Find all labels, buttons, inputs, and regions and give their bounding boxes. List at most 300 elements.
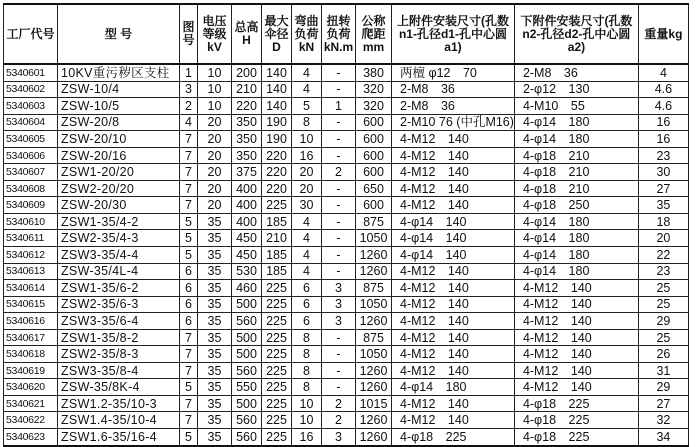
cell-bending: 10 — [292, 412, 322, 429]
cell-creepage: 1015 — [356, 395, 392, 412]
table-row — [4, 412, 689, 429]
cell-code: 5340615 — [4, 296, 58, 313]
cell-upper-fitting: 2-M10 76 (中孔M16) — [392, 114, 515, 131]
cell-bending: 10 — [292, 131, 322, 148]
cell-drawing: 7 — [180, 395, 198, 412]
table-row — [4, 429, 689, 446]
cell-code: 5340613 — [4, 263, 58, 280]
cell-lower-fitting: 4-M12 140 — [514, 329, 638, 346]
cell-upper-fitting: 4-φ14 180 — [392, 379, 515, 396]
cell-drawing: 3 — [180, 81, 198, 98]
table-row — [4, 197, 689, 214]
cell-bending: 6 — [292, 313, 322, 330]
cell-upper-fitting: 4-M12 140 — [392, 395, 515, 412]
cell-creepage: 600 — [356, 147, 392, 164]
cell-torsion: 3 — [322, 280, 356, 297]
spec-table — [3, 3, 689, 447]
cell-weight: 25 — [638, 296, 688, 313]
cell-upper-fitting: 4-M12 140 — [392, 362, 515, 379]
cell-weight: 25 — [638, 280, 688, 297]
cell-model: ZSW1-20/20 — [58, 164, 180, 181]
cell-weight: 35 — [638, 197, 688, 214]
cell-height: 460 — [232, 280, 262, 297]
cell-drawing: 7 — [180, 412, 198, 429]
cell-model: ZSW1-35/8-2 — [58, 329, 180, 346]
cell-creepage: 1260 — [356, 379, 392, 396]
cell-torsion: - — [322, 230, 356, 247]
cell-diameter: 225 — [262, 395, 292, 412]
cell-creepage: 875 — [356, 280, 392, 297]
cell-voltage: 35 — [198, 247, 232, 264]
cell-code: 5340607 — [4, 164, 58, 181]
cell-model: ZSW2-35/8-3 — [58, 346, 180, 363]
cell-weight: 16 — [638, 131, 688, 148]
cell-upper-fitting: 4-M12 140 — [392, 280, 515, 297]
cell-drawing: 1 — [180, 64, 198, 81]
cell-model: ZSW-35/4L-4 — [58, 263, 180, 280]
cell-lower-fitting: 4-φ18 250 — [514, 197, 638, 214]
cell-bending: 4 — [292, 64, 322, 81]
cell-code: 5340602 — [4, 81, 58, 98]
cell-voltage: 20 — [198, 197, 232, 214]
cell-diameter: 140 — [262, 98, 292, 115]
cell-code: 5340605 — [4, 131, 58, 148]
cell-torsion: 3 — [322, 429, 356, 446]
cell-weight: 31 — [638, 362, 688, 379]
cell-model: ZSW-10/5 — [58, 98, 180, 115]
cell-drawing: 7 — [180, 329, 198, 346]
cell-lower-fitting: 4-φ14 180 — [514, 131, 638, 148]
cell-torsion: - — [322, 329, 356, 346]
cell-model: ZSW-20/10 — [58, 131, 180, 148]
cell-code: 5340609 — [4, 197, 58, 214]
cell-drawing: 7 — [180, 346, 198, 363]
table-row — [4, 64, 689, 81]
cell-code: 5340608 — [4, 180, 58, 197]
cell-height: 220 — [232, 98, 262, 115]
cell-model: ZSW3-35/8-4 — [58, 362, 180, 379]
cell-weight: 16 — [638, 114, 688, 131]
cell-diameter: 220 — [262, 164, 292, 181]
cell-diameter: 225 — [262, 429, 292, 446]
cell-lower-fitting: 4-φ14 180 — [514, 213, 638, 230]
cell-height: 375 — [232, 164, 262, 181]
cell-weight: 29 — [638, 379, 688, 396]
cell-diameter: 140 — [262, 64, 292, 81]
cell-lower-fitting: 4-φ18 210 — [514, 164, 638, 181]
cell-bending: 8 — [292, 346, 322, 363]
cell-upper-fitting: 两檀 φ12 70 — [392, 64, 515, 81]
cell-lower-fitting: 4-M12 140 — [514, 313, 638, 330]
cell-torsion: - — [322, 180, 356, 197]
cell-upper-fitting: 4-M12 140 — [392, 164, 515, 181]
cell-voltage: 35 — [198, 412, 232, 429]
cell-drawing: 7 — [180, 164, 198, 181]
cell-height: 500 — [232, 395, 262, 412]
cell-model: ZSW1-35/6-2 — [58, 280, 180, 297]
cell-weight: 23 — [638, 147, 688, 164]
cell-torsion: - — [322, 81, 356, 98]
cell-weight: 29 — [638, 313, 688, 330]
cell-height: 560 — [232, 429, 262, 446]
cell-code: 5340619 — [4, 362, 58, 379]
cell-weight: 4 — [638, 64, 688, 81]
cell-torsion: 2 — [322, 395, 356, 412]
cell-bending: 8 — [292, 114, 322, 131]
cell-voltage: 35 — [198, 395, 232, 412]
cell-diameter: 185 — [262, 263, 292, 280]
cell-lower-fitting: 4-M12 140 — [514, 346, 638, 363]
cell-torsion: - — [322, 362, 356, 379]
cell-upper-fitting: 2-M8 36 — [392, 81, 515, 98]
cell-bending: 20 — [292, 180, 322, 197]
cell-torsion: 2 — [322, 412, 356, 429]
cell-weight: 4.6 — [638, 81, 688, 98]
cell-lower-fitting: 4-φ14 180 — [514, 263, 638, 280]
header-row — [4, 4, 689, 64]
cell-code: 5340610 — [4, 213, 58, 230]
cell-model: ZSW-20/8 — [58, 114, 180, 131]
cell-height: 500 — [232, 329, 262, 346]
cell-diameter: 140 — [262, 81, 292, 98]
table-row — [4, 164, 689, 181]
cell-voltage: 35 — [198, 296, 232, 313]
cell-torsion: 2 — [322, 164, 356, 181]
cell-weight: 30 — [638, 164, 688, 181]
cell-model: ZSW-20/16 — [58, 147, 180, 164]
cell-height: 200 — [232, 64, 262, 81]
cell-voltage: 10 — [198, 98, 232, 115]
cell-code: 5340618 — [4, 346, 58, 363]
cell-model: ZSW1-35/4-2 — [58, 213, 180, 230]
cell-diameter: 190 — [262, 131, 292, 148]
cell-weight: 23 — [638, 263, 688, 280]
cell-creepage: 1260 — [356, 362, 392, 379]
cell-bending: 16 — [292, 147, 322, 164]
cell-bending: 6 — [292, 296, 322, 313]
cell-model: ZSW3-35/4-4 — [58, 247, 180, 264]
cell-weight: 20 — [638, 230, 688, 247]
table-row — [4, 213, 689, 230]
cell-code: 5340620 — [4, 379, 58, 396]
cell-weight: 27 — [638, 180, 688, 197]
cell-creepage: 875 — [356, 329, 392, 346]
cell-model: ZSW1.2-35/10-3 — [58, 395, 180, 412]
cell-height: 500 — [232, 296, 262, 313]
cell-torsion: - — [322, 379, 356, 396]
cell-model: 10KV重污秽区支柱 — [58, 64, 180, 81]
cell-creepage: 600 — [356, 197, 392, 214]
header-drawing: 图号 — [180, 4, 198, 64]
cell-model: ZSW2-35/6-3 — [58, 296, 180, 313]
cell-model: ZSW2-20/20 — [58, 180, 180, 197]
cell-drawing: 4 — [180, 114, 198, 131]
cell-voltage: 20 — [198, 114, 232, 131]
cell-torsion: - — [322, 263, 356, 280]
cell-upper-fitting: 4-M12 140 — [392, 412, 515, 429]
cell-height: 400 — [232, 180, 262, 197]
cell-torsion: - — [322, 114, 356, 131]
cell-lower-fitting: 4-φ18 210 — [514, 180, 638, 197]
cell-voltage: 10 — [198, 64, 232, 81]
table-row — [4, 329, 689, 346]
header-voltage: 电压等级kV — [198, 4, 232, 64]
cell-torsion: - — [322, 247, 356, 264]
cell-code: 5340601 — [4, 64, 58, 81]
cell-lower-fitting: 4-M12 140 — [514, 296, 638, 313]
cell-voltage: 35 — [198, 263, 232, 280]
cell-height: 550 — [232, 379, 262, 396]
header-diameter: 最大伞径D — [262, 4, 292, 64]
cell-creepage: 1260 — [356, 429, 392, 446]
cell-height: 210 — [232, 81, 262, 98]
cell-bending: 16 — [292, 429, 322, 446]
cell-bending: 4 — [292, 213, 322, 230]
table-row — [4, 230, 689, 247]
cell-bending: 5 — [292, 98, 322, 115]
cell-bending: 4 — [292, 263, 322, 280]
cell-weight: 18 — [638, 213, 688, 230]
cell-creepage: 875 — [356, 213, 392, 230]
table-row — [4, 395, 689, 412]
table-row — [4, 98, 689, 115]
cell-bending: 30 — [292, 197, 322, 214]
cell-height: 400 — [232, 213, 262, 230]
cell-lower-fitting: 4-φ18 225 — [514, 412, 638, 429]
cell-creepage: 1050 — [356, 230, 392, 247]
cell-lower-fitting: 4-M10 55 — [514, 98, 638, 115]
table-row — [4, 313, 689, 330]
cell-torsion: - — [322, 197, 356, 214]
cell-voltage: 35 — [198, 230, 232, 247]
cell-model: ZSW3-35/6-4 — [58, 313, 180, 330]
cell-drawing: 6 — [180, 280, 198, 297]
cell-voltage: 20 — [198, 131, 232, 148]
cell-voltage: 35 — [198, 362, 232, 379]
cell-diameter: 225 — [262, 296, 292, 313]
table-row — [4, 247, 689, 264]
cell-height: 560 — [232, 412, 262, 429]
cell-drawing: 5 — [180, 379, 198, 396]
cell-weight: 25 — [638, 329, 688, 346]
cell-voltage: 35 — [198, 280, 232, 297]
table-row — [4, 346, 689, 363]
cell-voltage: 35 — [198, 346, 232, 363]
cell-lower-fitting: 4-φ18 225 — [514, 395, 638, 412]
cell-code: 5340616 — [4, 313, 58, 330]
table-row — [4, 362, 689, 379]
cell-upper-fitting: 4-φ18 225 — [392, 429, 515, 446]
cell-upper-fitting: 4-M12 140 — [392, 131, 515, 148]
cell-lower-fitting: 4-M12 140 — [514, 379, 638, 396]
cell-creepage: 1260 — [356, 313, 392, 330]
cell-lower-fitting: 4-φ14 180 — [514, 230, 638, 247]
cell-height: 400 — [232, 197, 262, 214]
cell-creepage: 600 — [356, 131, 392, 148]
header-model: 型 号 — [58, 4, 180, 64]
cell-drawing: 6 — [180, 263, 198, 280]
cell-diameter: 225 — [262, 412, 292, 429]
table-row — [4, 81, 689, 98]
cell-drawing: 7 — [180, 362, 198, 379]
cell-bending: 4 — [292, 247, 322, 264]
cell-torsion: 1 — [322, 98, 356, 115]
table-row — [4, 280, 689, 297]
cell-code: 5340621 — [4, 395, 58, 412]
cell-lower-fitting: 4-φ14 180 — [514, 114, 638, 131]
cell-height: 560 — [232, 362, 262, 379]
cell-code: 5340603 — [4, 98, 58, 115]
cell-drawing: 6 — [180, 313, 198, 330]
cell-height: 530 — [232, 263, 262, 280]
cell-upper-fitting: 4-M12 140 — [392, 180, 515, 197]
cell-drawing: 5 — [180, 429, 198, 446]
cell-diameter: 225 — [262, 197, 292, 214]
header-torsion: 扭转负荷kN.m — [322, 4, 356, 64]
cell-upper-fitting: 4-φ14 140 — [392, 213, 515, 230]
cell-lower-fitting: 4-φ14 180 — [514, 247, 638, 264]
cell-weight: 32 — [638, 412, 688, 429]
cell-diameter: 225 — [262, 346, 292, 363]
cell-code: 5340606 — [4, 147, 58, 164]
cell-lower-fitting: 4-M12 140 — [514, 280, 638, 297]
cell-lower-fitting: 4-φ18 210 — [514, 147, 638, 164]
table-header — [4, 4, 689, 64]
header-code: 工厂代号 — [4, 4, 58, 64]
cell-creepage: 1260 — [356, 263, 392, 280]
header-upper-fitting: 上附件安装尺寸(孔数n1-孔径d1-孔中心圆a1) — [392, 4, 515, 64]
cell-creepage: 320 — [356, 98, 392, 115]
cell-diameter: 185 — [262, 247, 292, 264]
cell-drawing: 7 — [180, 147, 198, 164]
table-body — [4, 64, 689, 446]
cell-drawing: 5 — [180, 247, 198, 264]
cell-height: 350 — [232, 131, 262, 148]
cell-height: 450 — [232, 247, 262, 264]
table-row — [4, 131, 689, 148]
cell-torsion: - — [322, 64, 356, 81]
cell-diameter: 220 — [262, 180, 292, 197]
cell-creepage: 650 — [356, 180, 392, 197]
cell-upper-fitting: 4-φ14 140 — [392, 247, 515, 264]
cell-voltage: 35 — [198, 213, 232, 230]
cell-code: 5340604 — [4, 114, 58, 131]
cell-model: ZSW-10/4 — [58, 81, 180, 98]
cell-drawing: 5 — [180, 213, 198, 230]
cell-model: ZSW1.6-35/16-4 — [58, 429, 180, 446]
header-weight: 重量kg — [638, 4, 688, 64]
cell-diameter: 225 — [262, 329, 292, 346]
cell-torsion: - — [322, 213, 356, 230]
cell-lower-fitting: 2-φ12 130 — [514, 81, 638, 98]
cell-model: ZSW-20/30 — [58, 197, 180, 214]
cell-torsion: - — [322, 346, 356, 363]
cell-drawing: 6 — [180, 296, 198, 313]
cell-drawing: 7 — [180, 131, 198, 148]
cell-diameter: 220 — [262, 147, 292, 164]
cell-bending: 8 — [292, 379, 322, 396]
header-bending: 弯曲负荷kN — [292, 4, 322, 64]
header-lower-fitting: 下附件安装尺寸(孔数n2-孔径d2-孔中心圆a2) — [514, 4, 638, 64]
cell-code: 5340623 — [4, 429, 58, 446]
cell-diameter: 225 — [262, 313, 292, 330]
cell-code: 5340617 — [4, 329, 58, 346]
cell-code: 5340612 — [4, 247, 58, 264]
cell-torsion: 3 — [322, 313, 356, 330]
cell-creepage: 1050 — [356, 346, 392, 363]
cell-code: 5340611 — [4, 230, 58, 247]
cell-upper-fitting: 4-M12 140 — [392, 197, 515, 214]
cell-drawing: 5 — [180, 230, 198, 247]
cell-code: 5340614 — [4, 280, 58, 297]
cell-drawing: 7 — [180, 180, 198, 197]
cell-creepage: 600 — [356, 114, 392, 131]
cell-model: ZSW1.4-35/10-4 — [58, 412, 180, 429]
cell-creepage: 380 — [356, 64, 392, 81]
cell-voltage: 35 — [198, 429, 232, 446]
cell-creepage: 1050 — [356, 296, 392, 313]
cell-code: 5340622 — [4, 412, 58, 429]
cell-drawing: 2 — [180, 98, 198, 115]
cell-diameter: 185 — [262, 213, 292, 230]
cell-torsion: - — [322, 131, 356, 148]
cell-bending: 20 — [292, 164, 322, 181]
cell-weight: 27 — [638, 395, 688, 412]
table-row — [4, 296, 689, 313]
cell-torsion: - — [322, 147, 356, 164]
cell-bending: 10 — [292, 395, 322, 412]
cell-diameter: 210 — [262, 230, 292, 247]
cell-weight: 26 — [638, 346, 688, 363]
cell-upper-fitting: 4-M12 140 — [392, 147, 515, 164]
cell-diameter: 225 — [262, 379, 292, 396]
cell-lower-fitting: 2-M8 36 — [514, 64, 638, 81]
table-row — [4, 379, 689, 396]
cell-upper-fitting: 4-M12 140 — [392, 313, 515, 330]
cell-height: 450 — [232, 230, 262, 247]
cell-lower-fitting: 4-φ18 225 — [514, 429, 638, 446]
cell-height: 350 — [232, 147, 262, 164]
cell-weight: 34 — [638, 429, 688, 446]
cell-voltage: 35 — [198, 379, 232, 396]
cell-upper-fitting: 4-M12 140 — [392, 263, 515, 280]
cell-creepage: 1260 — [356, 412, 392, 429]
cell-weight: 4.6 — [638, 98, 688, 115]
table-row — [4, 180, 689, 197]
table-row — [4, 114, 689, 131]
table-row — [4, 263, 689, 280]
cell-weight: 22 — [638, 247, 688, 264]
cell-voltage: 35 — [198, 329, 232, 346]
cell-bending: 6 — [292, 280, 322, 297]
cell-height: 350 — [232, 114, 262, 131]
cell-height: 500 — [232, 346, 262, 363]
cell-lower-fitting: 4-M12 140 — [514, 362, 638, 379]
cell-bending: 8 — [292, 362, 322, 379]
cell-creepage: 320 — [356, 81, 392, 98]
cell-voltage: 10 — [198, 81, 232, 98]
cell-creepage: 600 — [356, 164, 392, 181]
cell-bending: 8 — [292, 329, 322, 346]
header-creepage: 公称爬距mm — [356, 4, 392, 64]
cell-upper-fitting: 4-M12 140 — [392, 296, 515, 313]
cell-model: ZSW-35/8K-4 — [58, 379, 180, 396]
cell-voltage: 20 — [198, 147, 232, 164]
cell-diameter: 190 — [262, 114, 292, 131]
table-row — [4, 147, 689, 164]
header-height: 总高H — [232, 4, 262, 64]
cell-upper-fitting: 4-φ14 140 — [392, 230, 515, 247]
